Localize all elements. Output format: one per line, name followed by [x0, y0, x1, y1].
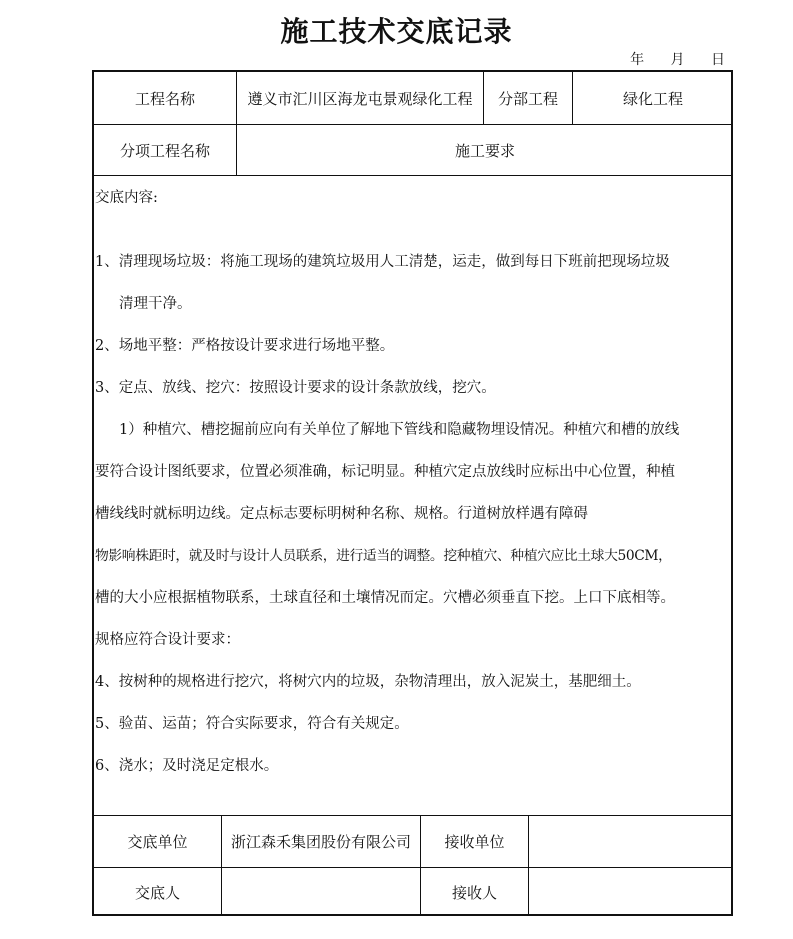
subitem-value: 施工要求	[454, 141, 515, 160]
content-line: 槽线线时就标明边线。定点标志要标明树种名称、规格。行道树放样遇有障碍	[95, 506, 588, 522]
receiving-unit-label: 接收单位	[444, 833, 505, 851]
receiver-label: 接收人	[451, 883, 497, 902]
content-line: 槽的大小应根据植物联系，土球直径和土壤情况而定。穴槽必须垂直下挖。上口下底相等。	[95, 590, 675, 606]
handover-person-value	[222, 868, 420, 916]
subitem-label: 分项工程名称	[119, 141, 210, 160]
handover-unit-label: 交底单位	[127, 833, 188, 851]
content-line: 2、场地平整：严格按设计要求进行场地平整。	[95, 338, 395, 354]
content-line: 4、按树种的规格进行挖穴，将树穴内的垃圾，杂物清理出，放入泥炭土，基肥细土。	[95, 674, 641, 690]
date-year: 年	[630, 52, 645, 68]
receiver-value	[529, 868, 733, 916]
date-line	[630, 49, 725, 69]
handover-unit-value: 浙江森禾集团股份有限公司	[230, 833, 411, 851]
content-line: 5、验苗、运苗；符合实际要求，符合有关规定。	[95, 716, 409, 732]
record-table	[92, 70, 733, 916]
project-name-value: 遵义市汇川区海龙屯景观绿化工程	[247, 89, 473, 108]
content-line: 规格应符合设计要求：	[95, 632, 240, 648]
project-name-label: 工程名称	[134, 89, 195, 108]
handover-person-label: 交底人	[134, 883, 180, 902]
document-title: 施工技术交底记录	[280, 15, 513, 48]
content-line: 6、浇水；及时浇足定根水。	[95, 758, 279, 774]
row-divider	[94, 175, 731, 176]
content-line: 清理干净。	[119, 296, 192, 312]
content-line: 要符合设计图纸要求，位置必须准确，标记明显。种植穴定点放线时应标出中心位置，种植	[95, 464, 675, 480]
content-line: 3、定点、放线、挖穴：按照设计要求的设计条款放线，挖穴。	[95, 380, 496, 396]
content-heading: 交底内容:	[95, 190, 158, 206]
content-line: 1）种植穴、槽挖掘前应向有关单位了解地下管线和隐藏物埋设情况。种植穴和槽的放线	[119, 422, 680, 438]
division-value: 绿化工程	[622, 89, 683, 108]
content-line: 1、清理现场垃圾：将施工现场的建筑垃圾用人工清楚，运走，做到每日下班前把现场垃圾	[95, 254, 670, 270]
receiving-unit-value	[529, 816, 733, 867]
content-line: 物影响株距时，就及时与设计人员联系，进行适当的调整。挖种植穴、种植穴应比土球大50CM，	[95, 548, 672, 564]
date-month: 月	[670, 52, 685, 68]
division-label: 分部工程	[497, 89, 558, 108]
date-day: 日	[711, 52, 725, 68]
